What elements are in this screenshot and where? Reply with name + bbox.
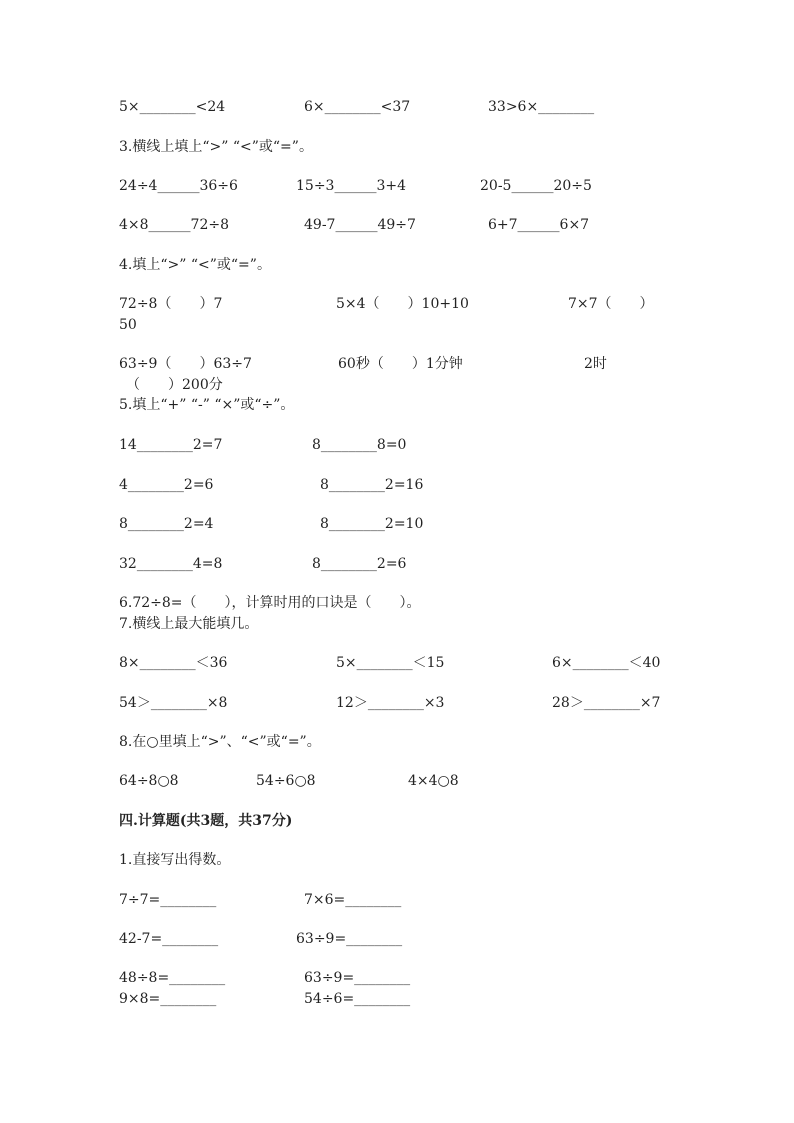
q3-r1-c3: 20-5______20÷5	[480, 178, 592, 194]
q4-r2-c2: 60秒（ ）1分钟	[338, 356, 463, 372]
q4-heading: 4.填上“>” “<”或“=”。	[119, 257, 271, 273]
q3-r1-c2: 15÷3______3+4	[296, 178, 406, 194]
q7-r1-c2: 5×________＜15	[336, 655, 445, 671]
problem-top-3: 33>6×________	[488, 99, 595, 115]
q3-heading: 3.横线上填上“>” “<”或“=”。	[119, 139, 313, 155]
s4-r4-c2: 54÷6=________	[304, 991, 411, 1007]
problem-top-2: 6×________<37	[304, 99, 411, 115]
q5-r2-c1: 4________2=6	[119, 477, 214, 493]
s4-r3-c1: 48÷8=________	[119, 970, 226, 986]
q5-r4-c2: 8________2=6	[312, 556, 407, 572]
problem-top-1: 5×________<24	[119, 99, 226, 115]
s4-q1-heading: 1.直接写出得数。	[119, 852, 231, 868]
q8-r1-c1: 64÷8○8	[119, 773, 179, 789]
q5-r4-c1: 32________4=8	[119, 556, 223, 572]
q5-heading: 5.填上“+” “-” “×”或“÷”。	[119, 397, 295, 413]
s4-r4-c1: 9×8=________	[119, 991, 217, 1007]
q8-heading: 8.在○里填上“>”、“<”或“=”。	[119, 734, 321, 750]
q5-r2-c2: 8________2=16	[320, 477, 424, 493]
s4-r1-c1: 7÷7=________	[119, 892, 217, 908]
s4-r2-c1: 42-7=________	[119, 931, 219, 947]
q8-r1-c3: 4×4○8	[408, 773, 459, 789]
q3-r2-c1: 4×8______72÷8	[119, 217, 229, 233]
q4-r2-wrap: （ ）200分	[126, 377, 223, 393]
q5-r3-c2: 8________2=10	[320, 516, 424, 532]
q3-r2-c2: 49-7______49÷7	[304, 217, 416, 233]
q4-r1-c1: 72÷8（ ）7	[119, 296, 223, 312]
q4-r1-wrap: 50	[119, 317, 137, 333]
q3-r2-c3: 6+7______6×7	[488, 217, 590, 233]
q4-r2-c1: 63÷9（ ）63÷7	[119, 356, 252, 372]
q5-r1-c1: 14________2=7	[119, 437, 223, 453]
q4-r1-c3: 7×7（ ）	[568, 296, 654, 312]
q5-r3-c1: 8________2=4	[119, 516, 214, 532]
q7-heading: 7.横线上最大能填几。	[119, 616, 259, 632]
q7-r1-c1: 8×________＜36	[119, 655, 228, 671]
q7-r1-c3: 6×________＜40	[552, 655, 661, 671]
q8-r1-c2: 54÷6○8	[256, 773, 316, 789]
q4-r1-c2: 5×4（ ）10+10	[336, 296, 469, 312]
q7-r2-c1: 54＞________×8	[119, 695, 228, 711]
s4-r1-c2: 7×6=________	[304, 892, 402, 908]
q4-r2-c3: 2时	[584, 356, 607, 372]
q6-text: 6.72÷8=（ ），计算时用的口诀是（ ）。	[119, 595, 421, 611]
q3-r1-c1: 24÷4______36÷6	[119, 178, 238, 194]
q7-r2-c2: 12＞________×3	[336, 695, 445, 711]
q5-r1-c2: 8________8=0	[312, 437, 407, 453]
section-4-title: 四.计算题(共3题，共37分)	[119, 813, 293, 829]
s4-r3-c2: 63÷9=________	[304, 970, 411, 986]
s4-r2-c2: 63÷9=________	[296, 931, 403, 947]
q7-r2-c3: 28＞________×7	[552, 695, 661, 711]
